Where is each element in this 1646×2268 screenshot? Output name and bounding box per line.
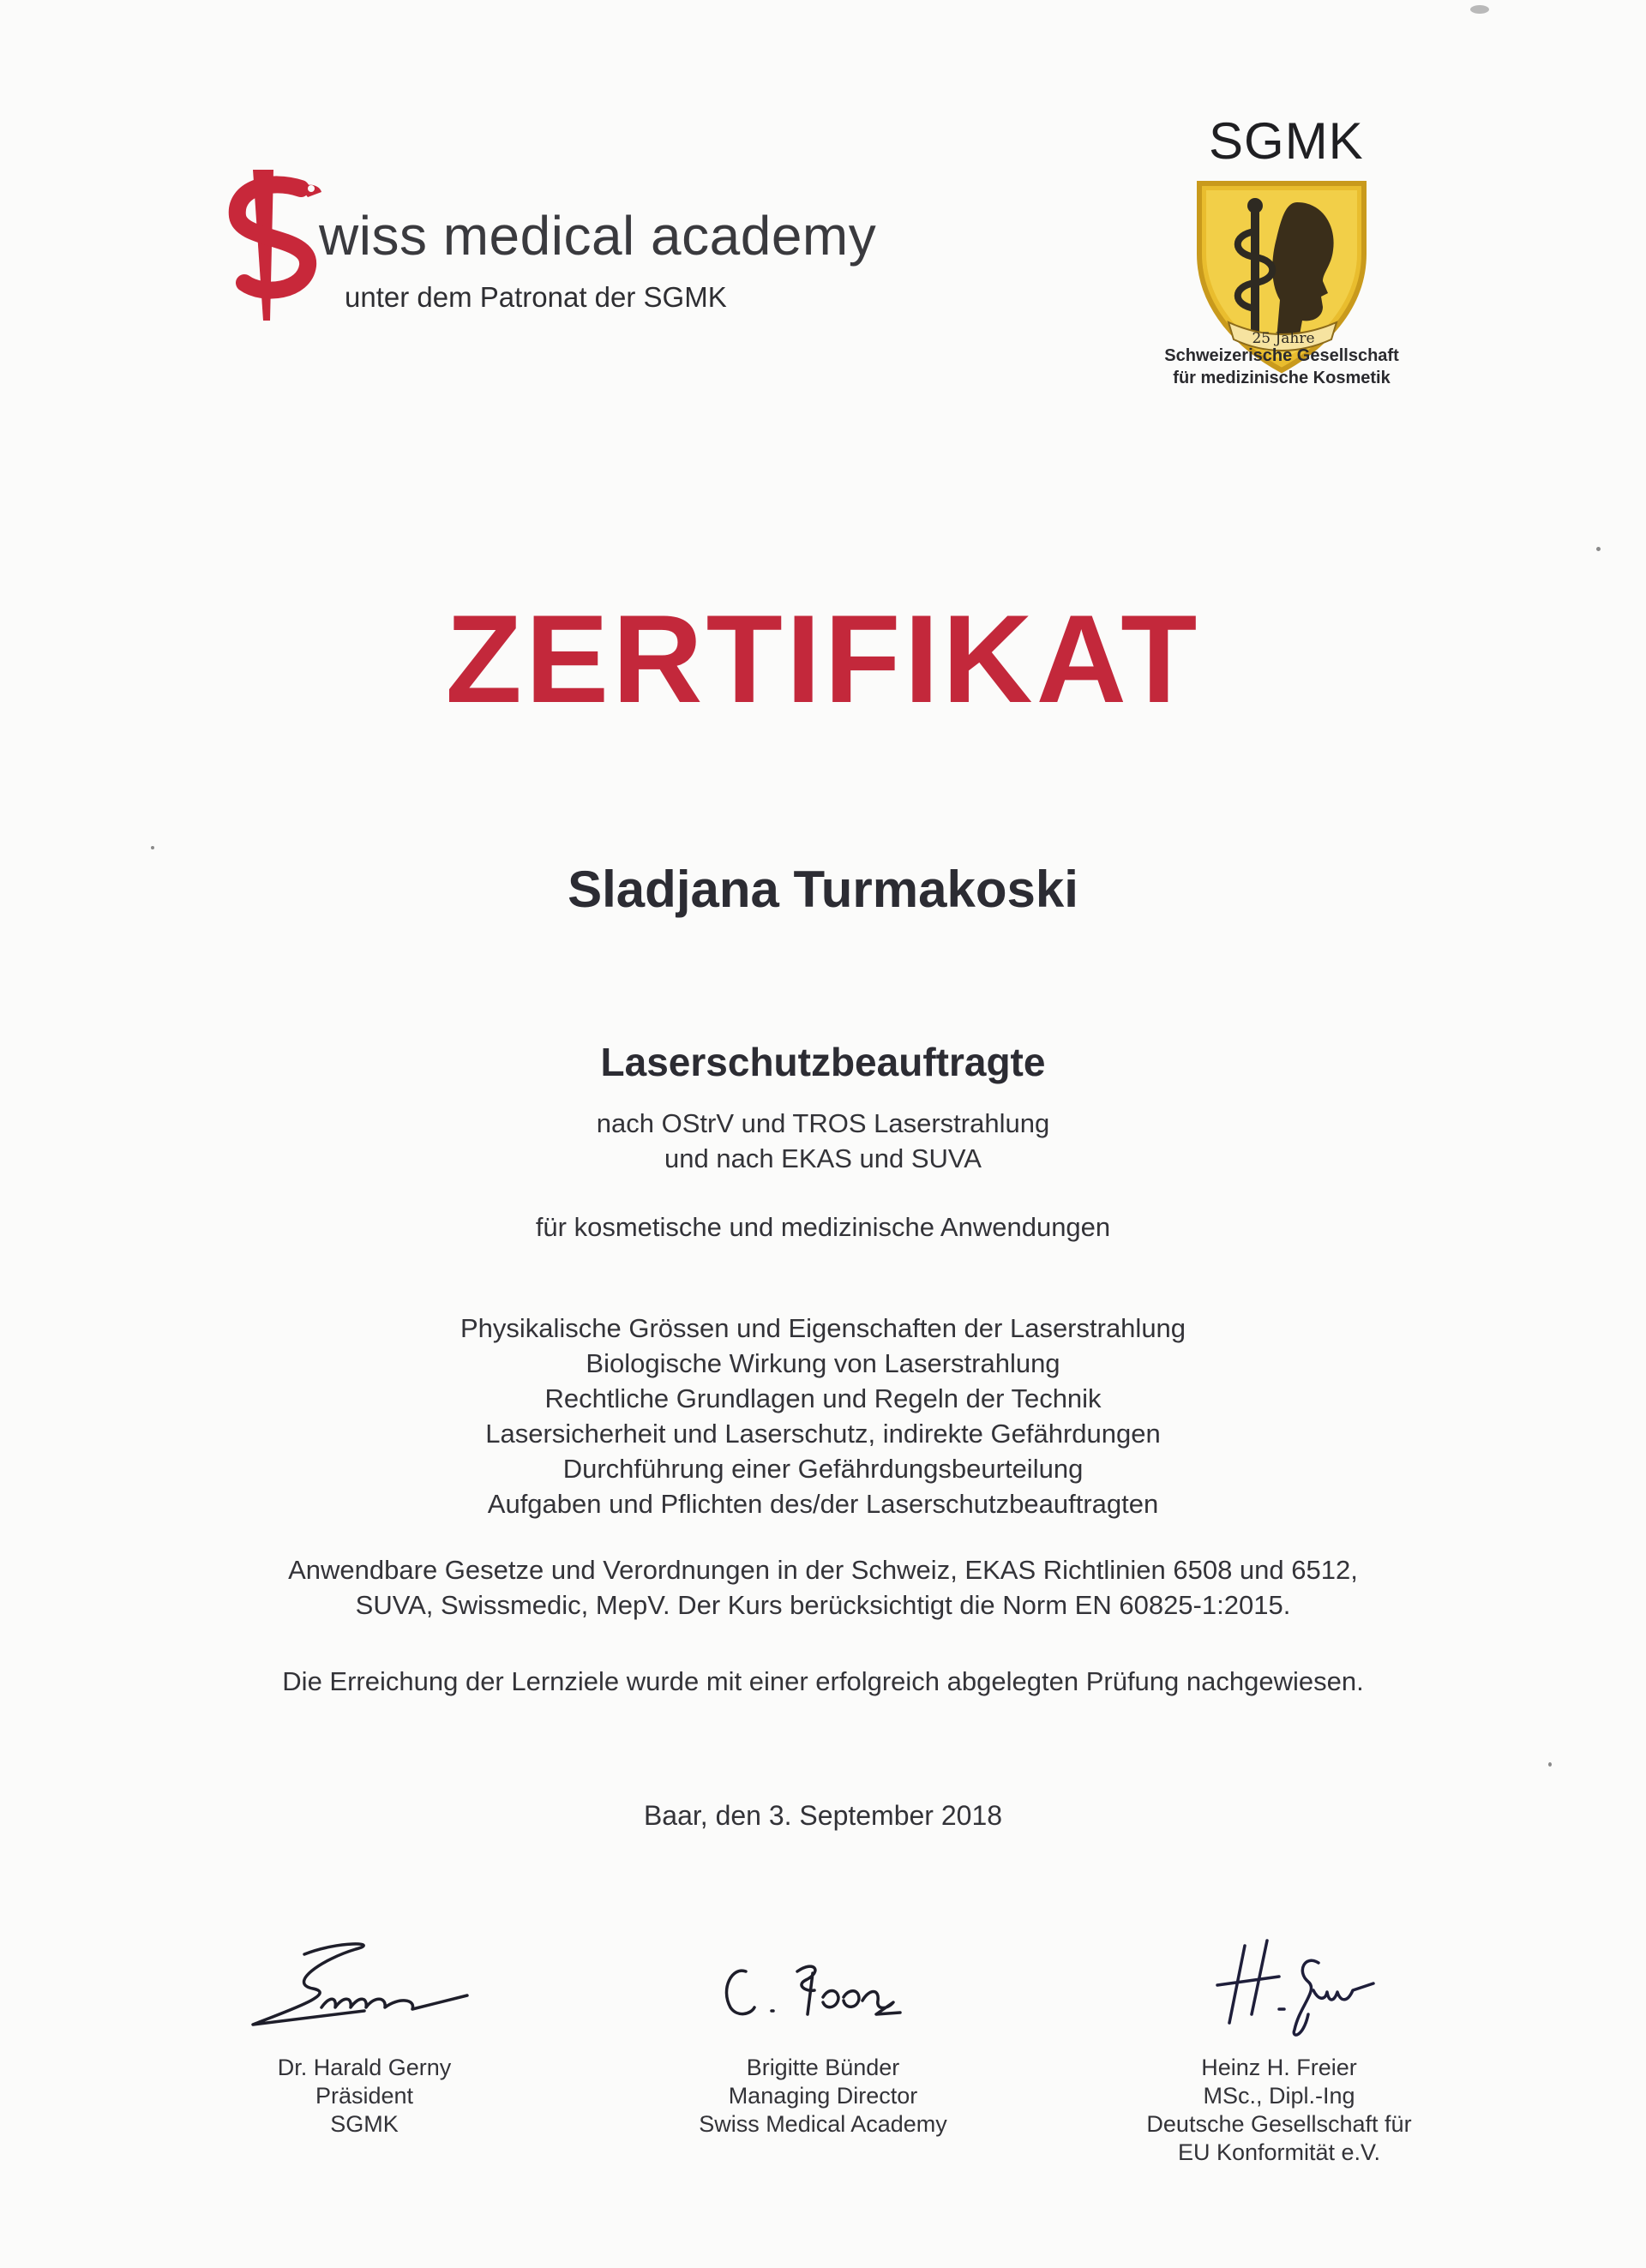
swiss-medical-academy-logo (219, 163, 887, 334)
signatory-line: Deutsche Gesellschaft für (1146, 2111, 1412, 2137)
regulation-basis (0, 1106, 1646, 1176)
topic-item: Biologische Wirkung von Laserstrahlung (586, 1348, 1060, 1378)
exam-result (0, 1664, 1646, 1699)
sgmk-caption (1123, 345, 1440, 389)
sgmk-caption-line: Schweizerische Gesellschaft (1164, 346, 1399, 365)
academy-name: wiss medical academy (319, 205, 877, 267)
scan-speck (1596, 547, 1601, 551)
topic-item: Rechtliche Grundlagen und Regeln der Technik (544, 1383, 1102, 1413)
signatory-line: Dr. Harald Gerny (277, 2055, 452, 2080)
signatory-line: Präsident (315, 2083, 414, 2109)
signatory-line: Heinz H. Freier (1201, 2055, 1357, 2080)
certificate-title: ZERTIFIKAT (445, 589, 1201, 729)
signatory-line: Swiss Medical Academy (699, 2111, 947, 2137)
signatory-details (167, 2054, 562, 2139)
sgmk-acronym: SGMK (1209, 112, 1364, 170)
sgmk-caption-line: für medizinische Kosmetik (1173, 369, 1391, 387)
issue-date: Baar, den 3. September 2018 (643, 1800, 1003, 1831)
signature-block-president (167, 1929, 562, 2139)
course-topics (0, 1311, 1646, 1521)
application-scope (0, 1209, 1646, 1245)
applicable-laws (0, 1552, 1646, 1623)
laws-line: Anwendbare Gesetze und Verordnungen in der Schweiz, EKAS Richtlinien 6508 und 6512, (288, 1555, 1358, 1585)
signatory-details (1082, 2054, 1476, 2167)
recipient-name: Sladjana Turmakoski (568, 861, 1078, 918)
topic-item: Aufgaben und Pflichten des/der Laserschutzbeauftragten (487, 1489, 1159, 1519)
scan-speck (1548, 1762, 1552, 1767)
academy-subtitle: unter dem Patronat der SGMK (345, 281, 727, 313)
handwritten-signature (694, 1929, 952, 2040)
scan-speck (151, 846, 154, 849)
basis-line: und nach EKAS und SUVA (664, 1143, 982, 1173)
usage-line: für kosmetische und medizinische Anwendungen (535, 1212, 1111, 1242)
sgmk-anniversary-label: 25 Jahre (1252, 330, 1315, 347)
handwritten-signature (1150, 1929, 1408, 2040)
signatory-line: EU Konformität e.V. (1177, 2139, 1381, 2165)
laws-line: SUVA, Swissmedic, MepV. Der Kurs berücksichtigt die Norm EN 60825-1:2015. (355, 1590, 1291, 1620)
sgmk-logo (1140, 111, 1423, 403)
signatory-details (626, 2054, 1020, 2139)
signatory-line: Brigitte Bünder (746, 2055, 900, 2080)
basis-line: nach OStrV und TROS Laserstrahlung (596, 1108, 1050, 1138)
result-line: Die Erreichung der Lernziele wurde mit einer erfolgreich abgelegten Prüfung nachgewiesen. (282, 1666, 1364, 1696)
signatory-line: SGMK (330, 2111, 399, 2137)
topic-item: Lasersicherheit und Laserschutz, indirekte Gefährdungen (485, 1419, 1161, 1449)
signature-block-managing-director (626, 1929, 1020, 2139)
qualification-title: Laserschutzbeauftragte (600, 1040, 1046, 1084)
topic-item: Durchführung einer Gefährdungsbeurteilung (562, 1454, 1084, 1484)
signatory-line: MSc., Dipl.-Ing (1203, 2083, 1355, 2109)
signature-block-expert (1082, 1929, 1476, 2167)
handwritten-signature (236, 1929, 493, 2040)
signatory-line: Managing Director (728, 2083, 918, 2109)
topic-item: Physikalische Grössen und Eigenschaften der Laserstrahlung (460, 1313, 1186, 1343)
scan-speck (1470, 5, 1489, 14)
